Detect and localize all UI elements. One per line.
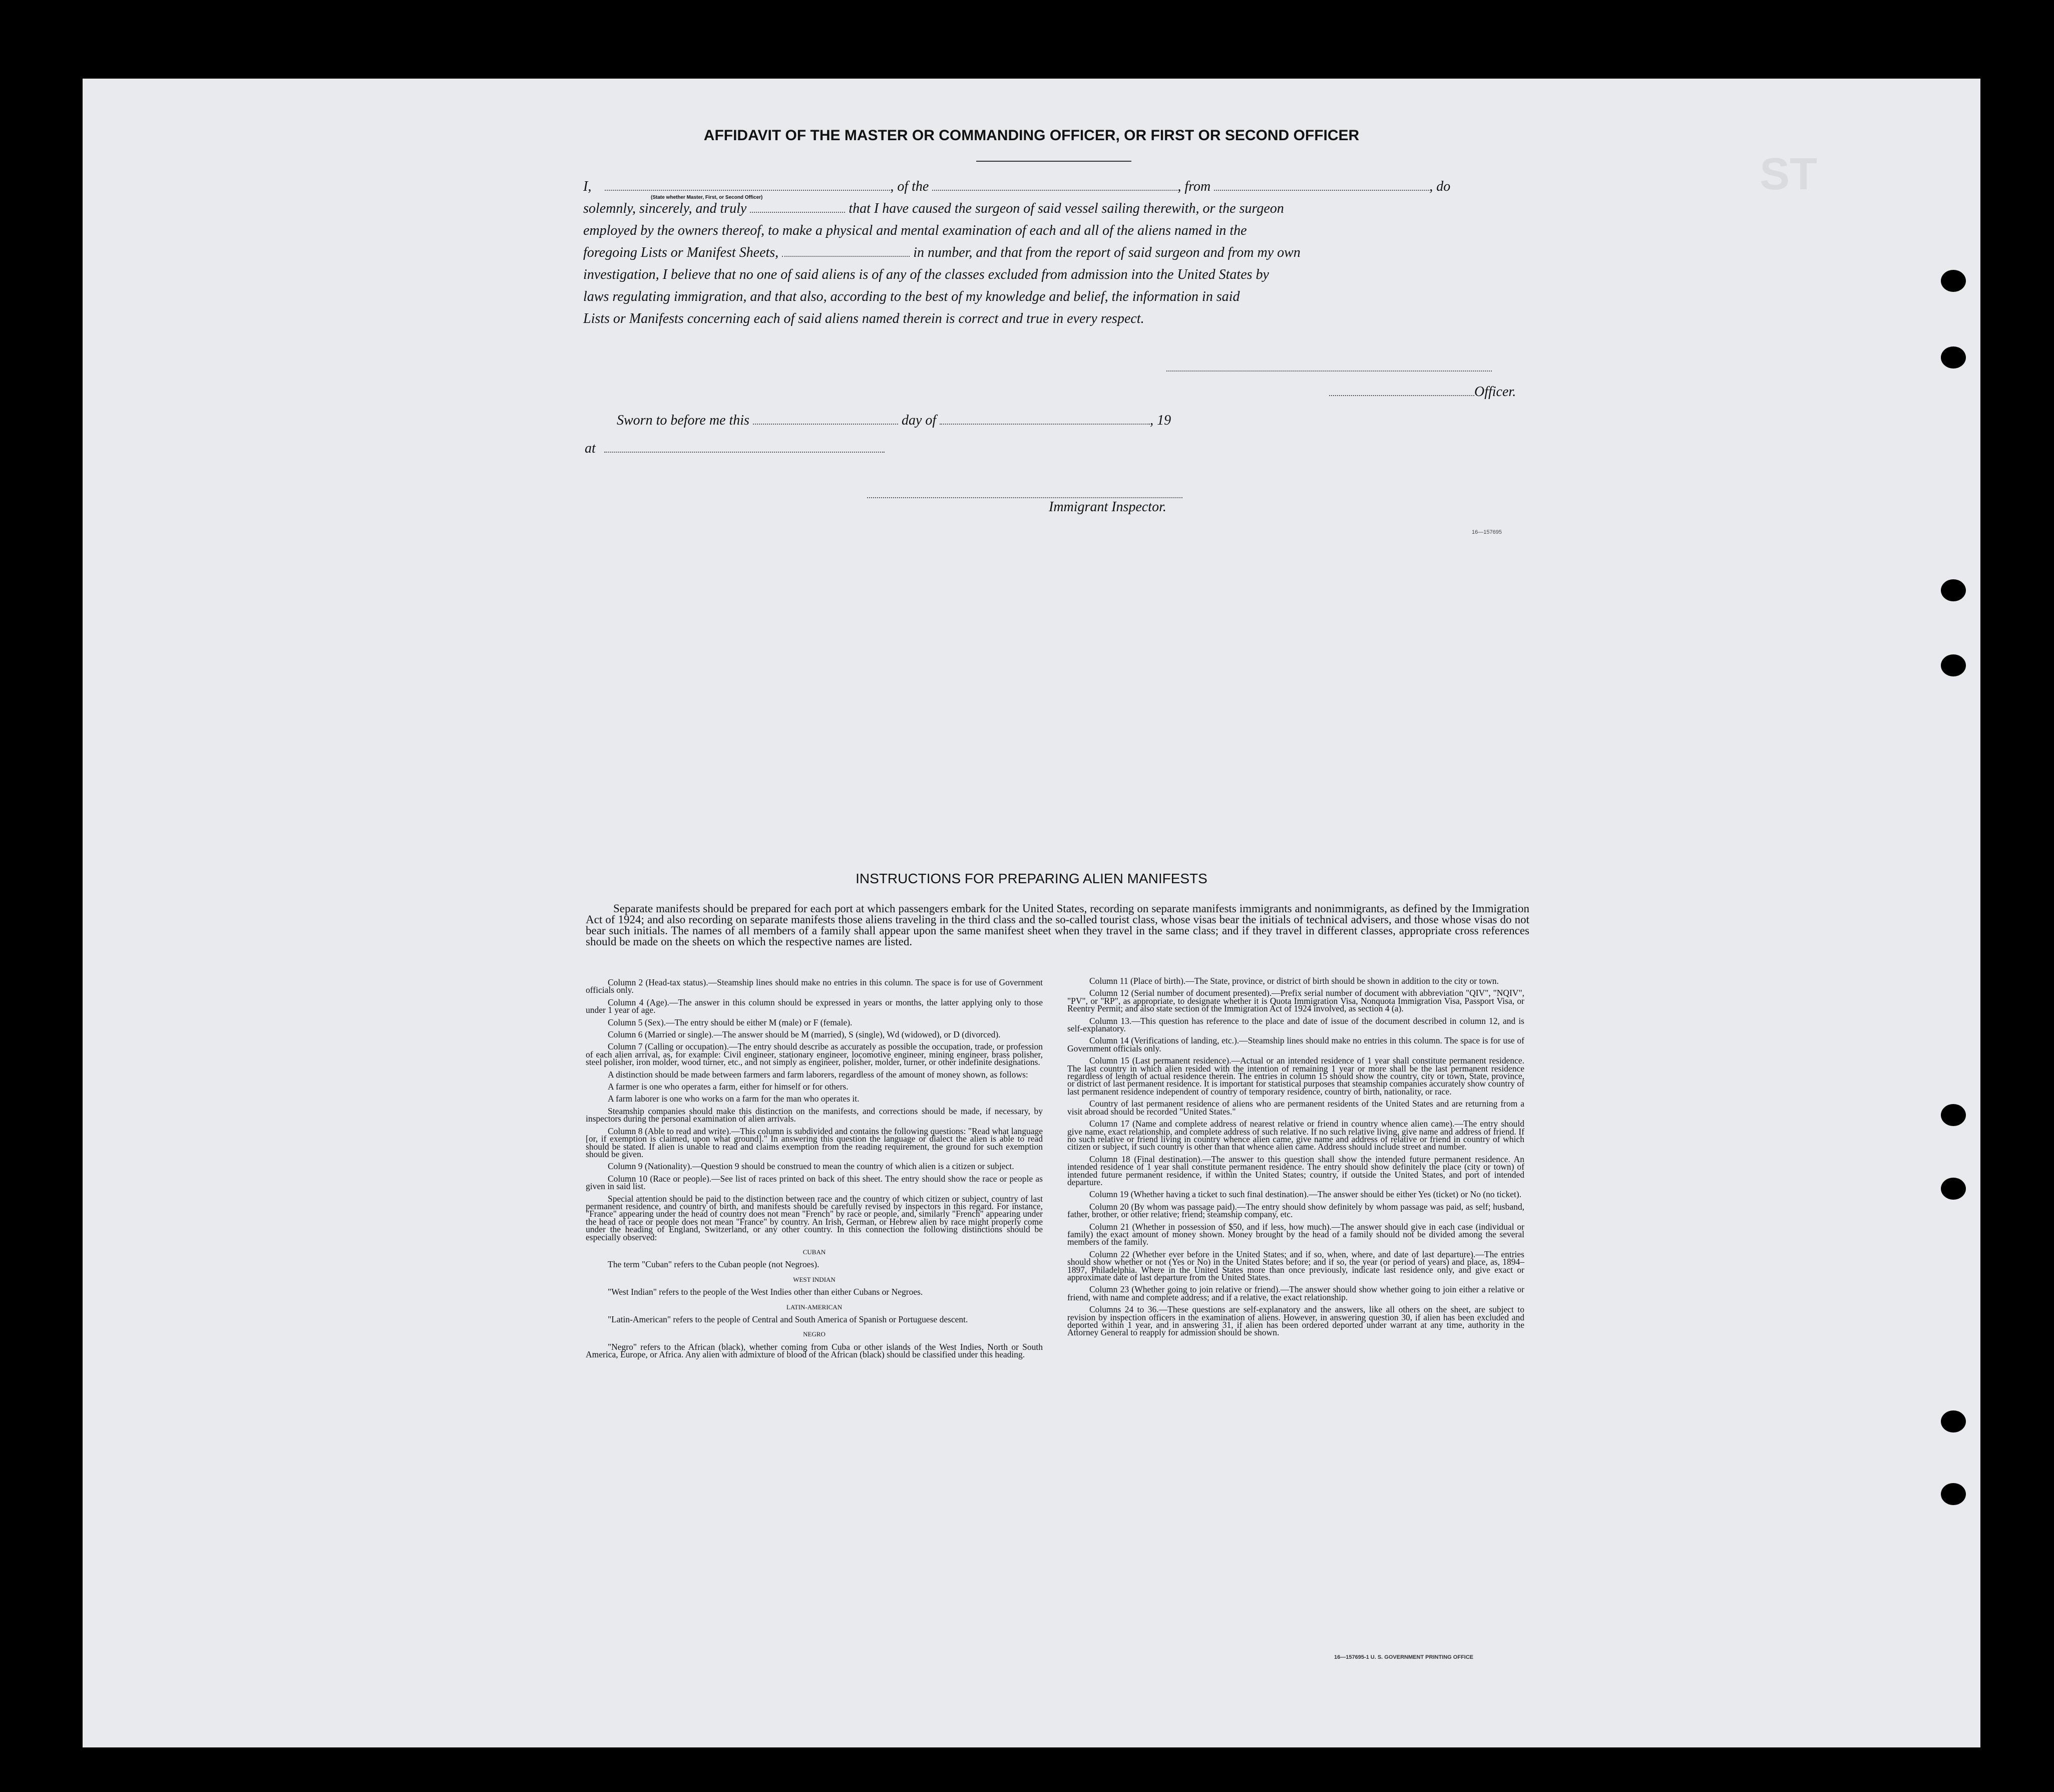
inspector-signature-line[interactable]: [867, 494, 1182, 498]
officer-rank-blank[interactable]: [750, 209, 845, 213]
left-paragraph: A farmer is one who operates a farm, either for himself or for others.: [608, 1082, 849, 1092]
binder-hole: [1941, 1178, 1966, 1200]
right-paragraph: Column 15 (Last permanent residence).—Actual or an intended residence of 1 year shall constitute permanent residence. The last country in which alien resided with the intention of remaining 1 year or more shall be the last permanent residence regardless of length of actual residence therein. The entries in column 15 should show the country, city or town, State, province, or district of last permanent residence. It is important for statistical purposes that steamship companies accurately show country of last permanent residence independent of country of temporary residence, country of birth, nationality, or race.: [1067, 1055, 1524, 1097]
affidavit-line6: laws regulating immigration, and that also, according to the best of my knowledge and belief, the information in said: [583, 289, 1240, 304]
inspector-label: Immigrant Inspector.: [1049, 499, 1166, 515]
negro-definition: "Negro" refers to the African (black), whether coming from Cuba or other islands of the West Indies, North or South America, Europe, or Africa. Any alien with admixture of blood of the African (black) should be classified under this heading.: [586, 1341, 1043, 1360]
right-paragraph: Column 22 (Whether ever before in the United States; and if so, when, where, and date of last departure).—The entries should show whether or not (Yes or No) in the United States before; and if so, the year (or period of years) and place, as, 1894–1897, Philadelphia. Where in the United States more than once previously, indicate last residence only, and give exact or approximate date of last departure from the United States.: [1067, 1249, 1524, 1282]
affidavit-line5: investigation, I believe that no one of said aliens is of any of the classes excluded from admission into the United States by: [583, 267, 1269, 282]
affidavit-do: , do: [1429, 179, 1451, 194]
left-paragraph: Column 8 (Able to read and write).—This column is subdivided and contains the following questions: "Read what language [or, if exemption is claimed, upon what ground]." In answering this question the language or dialect the alien is able to read should be stated. If alien is unable to read and claims exemption from the reading requirement, the ground for such exemption should be given.: [586, 1126, 1043, 1159]
sworn-label: Sworn to before me this: [617, 413, 749, 428]
sworn-place-blank[interactable]: [604, 449, 885, 453]
officer-title-blank[interactable]: [1329, 392, 1474, 396]
binder-hole: [1941, 654, 1966, 676]
right-paragraph: Column 17 (Name and complete address of nearest relative or friend in country whence alien came).—The entry should give name, exact relationship, and complete address of such relative. If no such relative living, give name and address of friend. If no such relative or friend living in country whence alien came, give name and address of relative or friend in country of which citizen or subject, if such country is other than that whence alien came. Address should include street and number.: [1067, 1119, 1524, 1152]
right-paragraph: Column 12 (Serial number of document presented).—Prefix serial number of document with abbreviation "QIV", "NQIV", "PV", or "RP", as appropriate, to designate whether it is Quota Immigration Visa, Nonquota Immigration Visa, Passport Visa, or Reentry Permit; and also state section of the Immigration Act of 1924 involved, as section 4 (a).: [1067, 988, 1524, 1014]
right-paragraph: Column 13.—This question has reference to the place and date of issue of the document described in column 12, and is self-explanatory.: [1067, 1015, 1524, 1034]
bleed-through-text: ST: [1760, 149, 1818, 199]
affidavit-solemnly: solemnly, sincerely, and truly: [583, 201, 747, 216]
left-paragraph: Column 7 (Calling or occupation).—The entry should describe as accurately as possible the occupation, trade, or profession of each alien arrival, as, for example: Civil engineer, stationary engineer, locomotive engineer, mining engineer, brass polisher, steel polisher, iron molder, wood turner, etc., and not simply as engineer, polisher, molder, turner, or other indefinite designations.: [586, 1041, 1043, 1067]
left-paragraph: A farm laborer is one who works on a farm for the man who operates it.: [608, 1094, 860, 1104]
year-label: , 19: [1150, 413, 1171, 428]
cuban-heading: CUBAN: [802, 1248, 826, 1256]
affidavit-line7: Lists or Manifests concerning each of said aliens named therein is correct and true in every respect.: [583, 311, 1144, 326]
instructions-left-column: [586, 979, 1043, 1363]
vessel-name-blank[interactable]: [932, 187, 1177, 191]
officer-rank-note: (State whether Master, First, or Second Officer): [651, 195, 763, 200]
binder-hole: [1941, 1104, 1966, 1126]
left-paragraph: Column 4 (Age).—The answer in this column should be expressed in years or months, the latter applying only to those under 1 year of age.: [586, 997, 1043, 1015]
affidavit-body: [583, 179, 1534, 419]
left-paragraph: Column 6 (Married or single).—The answer should be M (married), S (single), Wd (widowed), or D (divorced).: [608, 1029, 1001, 1040]
right-paragraph: Country of last permanent residence of aliens who are permanent residents of the United States and are returning from a visit abroad should be recorded "United States.": [1067, 1099, 1524, 1117]
affidavit-title: AFFIDAVIT OF THE MASTER OR COMMANDING OFFICER, OR FIRST OR SECOND OFFICER: [703, 127, 1360, 144]
binder-hole: [1941, 579, 1966, 601]
left-paragraph: Column 10 (Race or people).—See list of races printed on back of this sheet. The entry should show the race or people as given in said list.: [586, 1173, 1043, 1192]
left-paragraph: Column 5 (Sex).—The entry should be either M (male) or F (female).: [608, 1017, 853, 1027]
departure-port-blank[interactable]: [1214, 187, 1429, 191]
sheet-count-blank[interactable]: [782, 253, 910, 257]
sworn-line: [617, 413, 1171, 429]
right-paragraph: Columns 24 to 36.—These questions are self-explanatory and the answers, like all others on the sheet, are subject to revision by inspection officers in the examination of aliens. However, in answering question 30, if alien has been excluded and deported within 1 year, and in answering 31, if alien has been ordered deported under warrant at any time, authority in the Attorney General to reapply for admission should be shown.: [1067, 1304, 1524, 1338]
latin-american-definition: "Latin-American" refers to the people of Central and South America of Spanish or Portuguese descent.: [608, 1314, 968, 1324]
officer-label: Officer.: [1474, 384, 1516, 400]
manifest-back-page: [83, 79, 1980, 1747]
binder-hole: [1941, 270, 1966, 292]
right-paragraph: Column 19 (Whether having a ticket to such final destination).—The answer should be either Yes (ticket) or No (no ticket).: [1089, 1189, 1522, 1200]
affidavit-from: , from: [1177, 179, 1211, 194]
binder-hole: [1941, 1410, 1966, 1432]
left-paragraph: Column 9 (Nationality).—Question 9 should be construed to mean the country of which alien is a citizen or subject.: [608, 1161, 1014, 1172]
right-paragraph: Column 20 (By whom was passage paid).—The entry should show definitely by whom passage was paid, as self; husband, father, brother, or other relative; friend; steamship company, etc.: [1067, 1201, 1524, 1220]
officer-line: [1329, 384, 1516, 400]
right-paragraph: Column 11 (Place of birth).—The State, province, or district of birth should be shown in addition to the city or town.: [1089, 976, 1499, 986]
left-paragraph: Column 2 (Head-tax status).—Steamship lines should make no entries in this column. The space is for use of Government officials only.: [586, 977, 1043, 995]
instructions-title: INSTRUCTIONS FOR PREPARING ALIEN MANIFESTS: [856, 871, 1207, 886]
latin-american-heading: LATIN-AMERICAN: [786, 1303, 843, 1311]
left-paragraph: Special attention should be paid to the distinction between race and the country of which citizen or subject, country of last permanent residence, and country of birth, and manifests should be carefully revised by inspectors in this regard. For instance, "France" appearing under the head of country does not mean "French" by race or people, and, similarly "French" appearing under the head of race or people does not mean "France" by country. An Irish, German, or Hebrew alien by race might properly come under the heading of England, Switzerland, or any other country. In this connection the following distinctions should be especially observed:: [586, 1193, 1043, 1242]
west-indian-heading: WEST INDIAN: [793, 1275, 836, 1283]
affidavit-line4b: in number, and that from the report of said surgeon and from my own: [913, 245, 1301, 260]
at-line: [585, 441, 885, 457]
instructions-intro: Separate manifests should be prepared for each port at which passengers embark for the United States, recording on separate manifests immigrants and nonimmigrants, as defined by the Immigration Act of 1924; and also recording on separate manifests those aliens traveling in the third class and the so-called tourist class, whose visas bear the initials of technical advisers, and those whose visas do not bear such initials. The names of all members of a family shall appear upon the same manifest sheet when they travel in the same class; and if they travel in different classes, appropriate cross references should be made on the sheets on which the respective names are listed.: [586, 902, 1529, 948]
affidavit-line3: employed by the owners thereof, to make a physical and mental examination of each and all of the aliens named in the: [583, 223, 1247, 238]
affidavit-i: I,: [583, 179, 592, 194]
sworn-month-blank[interactable]: [940, 421, 1150, 425]
instructions-right-column: [1067, 977, 1524, 1341]
day-of-label: day of: [901, 413, 937, 428]
left-paragraph: A distinction should be made between farmers and farm laborers, regardless of the amount of money shown, as follows:: [608, 1069, 1028, 1080]
right-paragraph: Column 18 (Final destination).—The answer to this question shall show the intended future permanent residence. An intended residence of 1 year shall constitute permanent residence. The entry should show definitely the place (city or town) of intended future permanent residence, if within the United States; country, if outside the United States, and port of intended departure.: [1067, 1154, 1524, 1187]
printing-office-code: 16—157695-1 U. S. GOVERNMENT PRINTING OFFICE: [1334, 1654, 1474, 1660]
negro-heading: NEGRO: [803, 1330, 826, 1338]
at-label: at: [585, 441, 596, 456]
affidavit-line4a: foregoing Lists or Manifest Sheets,: [583, 245, 779, 260]
binder-hole: [1941, 1483, 1966, 1505]
cuban-definition: The term "Cuban" refers to the Cuban people (not Negroes).: [608, 1259, 819, 1270]
right-paragraph: Column 14 (Verifications of landing, etc.).—Steamship lines should make no entries in this column. The space is for use of Government officials only.: [1067, 1035, 1524, 1053]
affidavit-line2: that I have caused the surgeon of said vessel sailing therewith, or the surgeon: [849, 201, 1284, 216]
title-divider: [976, 161, 1131, 162]
signature-line[interactable]: [1166, 368, 1492, 372]
west-indian-definition: "West Indian" refers to the people of the West Indies other than either Cubans or Negroes.: [608, 1287, 923, 1297]
left-paragraph: Steamship companies should make this distinction on the manifests, and corrections should be made, if necessary, by inspectors during the personal examination of alien arrivals.: [586, 1106, 1043, 1124]
right-paragraph: Column 23 (Whether going to join relative or friend).—The answer should show whether going to join either a relative or friend, with name and complete address; and if a relative, the exact relationship.: [1067, 1284, 1524, 1302]
officer-name-blank[interactable]: [605, 187, 890, 191]
form-code: 16—157695: [1472, 529, 1502, 535]
sworn-day-blank[interactable]: [753, 421, 898, 425]
right-paragraph: Column 21 (Whether in possession of $50, and if less, how much).—The answer should give in each case (individual or family) the exact amount of money shown. Money brought by the head of a family should not be divided among the several members of the family.: [1067, 1221, 1524, 1247]
binder-hole: [1941, 346, 1966, 369]
affidavit-of-the: , of the: [890, 179, 929, 194]
